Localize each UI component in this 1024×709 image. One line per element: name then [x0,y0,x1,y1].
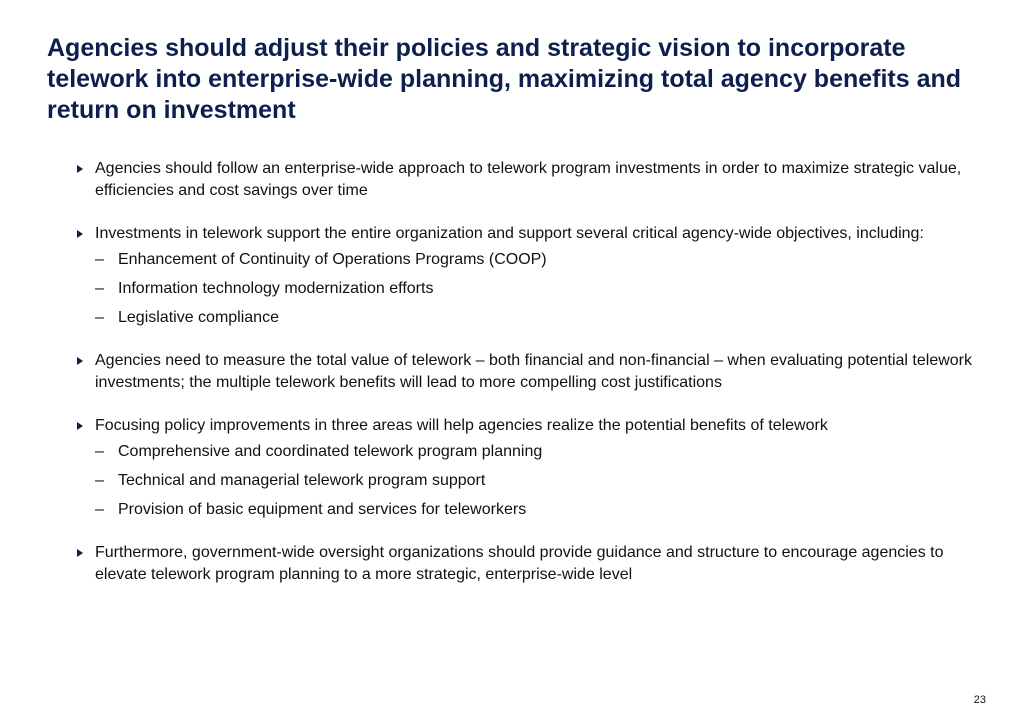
sub-bullet-text: Enhancement of Continuity of Operations Programs (COOP) [118,251,547,268]
bullet-item [77,415,977,521]
sub-bullet-list [95,249,977,329]
sub-bullet-text: Technical and managerial telework program support [118,472,486,489]
bullet-text: Agencies should follow an enterprise-wide approach to telework program investments in order to maximize strategic value, efficiencies and cost savings over time [95,160,962,199]
sub-bullet-item [95,441,977,463]
sub-bullet-text: Comprehensive and coordinated telework program planning [118,443,543,460]
bullet-text: Investments in telework support the entire organization and support several critical agency-wide objectives, including: [95,225,924,242]
sub-bullet-text: Legislative compliance [118,309,279,326]
sub-bullet-item [95,249,977,271]
slide-title: Agencies should adjust their policies and strategic vision to incorporate telework into enterprise-wide planning, maximizing total agency benefits and return on investment [47,34,962,124]
triangle-right-icon [77,549,83,557]
sub-bullet-item [95,499,977,521]
bullet-text: Agencies need to measure the total value of telework – both financial and non-financial – when evaluating potential telework investments; the multiple telework benefits will lead to more compelling cost justifications [95,352,973,391]
dash-marker: – [95,309,104,326]
sub-bullet-text: Provision of basic equipment and services for teleworkers [118,501,527,518]
bullet-text: Furthermore, government-wide oversight organizations should provide guidance and structure to encourage agencies to elevate telework program planning to a more strategic, enterprise-wide level [95,544,944,583]
triangle-right-icon [77,422,83,430]
bullet-text: Focusing policy improvements in three areas will help agencies realize the potential benefits of telework [95,417,828,434]
sub-bullet-item [95,470,977,492]
bullet-item [77,350,977,394]
sub-bullet-list [95,441,977,521]
dash-marker: – [95,280,104,297]
dash-marker: – [95,443,104,460]
bullet-list [77,158,977,607]
triangle-right-icon [77,357,83,365]
sub-bullet-item [95,278,977,300]
bullet-item [77,542,977,586]
bullet-item [77,223,977,329]
dash-marker: – [95,251,104,268]
dash-marker: – [95,472,104,489]
sub-bullet-text: Information technology modernization efforts [118,280,434,297]
triangle-right-icon [77,165,83,173]
bullet-item [77,158,977,202]
triangle-right-icon [77,230,83,238]
sub-bullet-item [95,307,977,329]
page-number: 23 [973,694,986,706]
dash-marker: – [95,501,104,518]
